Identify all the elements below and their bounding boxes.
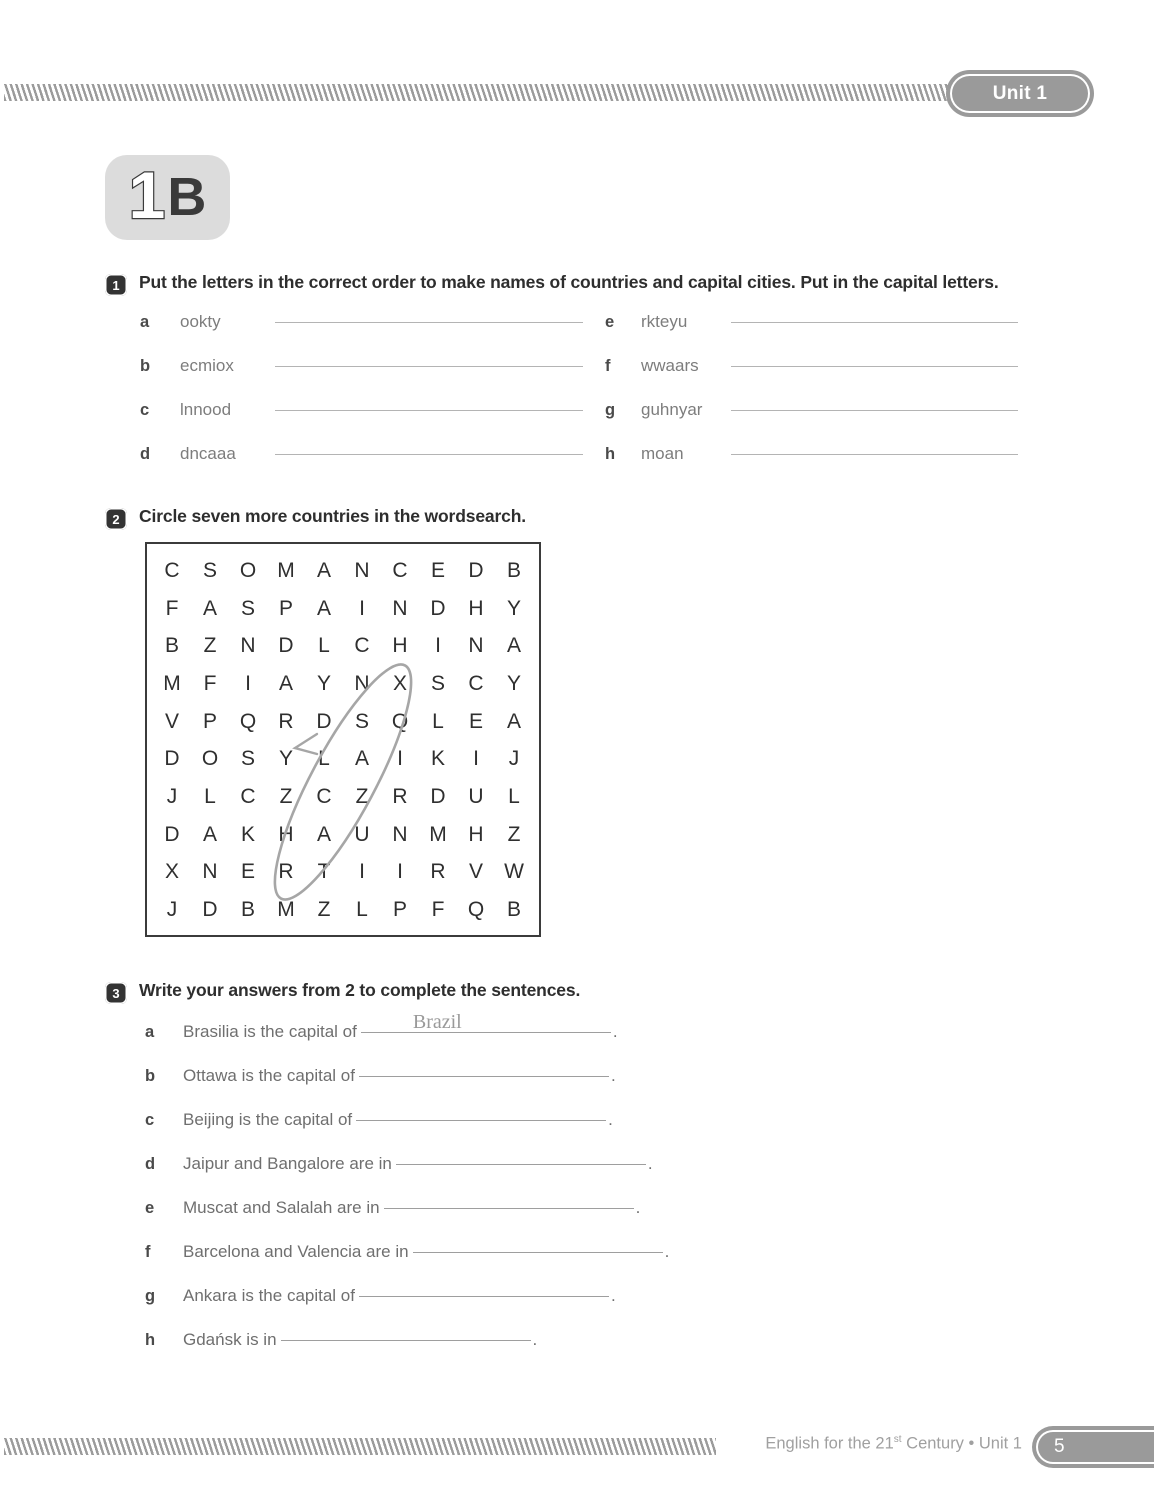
sentence-prompt-text: Muscat and Salalah are in <box>183 1198 380 1217</box>
anagram-answer-blank[interactable] <box>275 322 583 323</box>
sentence-full-stop: . <box>532 1330 538 1349</box>
sentence-list <box>145 1011 1045 1374</box>
wordsearch-cell[interactable]: H <box>468 822 484 846</box>
wordsearch-cell[interactable]: L <box>318 634 330 658</box>
wordsearch-cell[interactable]: A <box>506 709 521 733</box>
wordsearch-cell[interactable]: S <box>202 558 217 582</box>
wordsearch-cell[interactable]: D <box>278 634 294 658</box>
wordsearch-cell[interactable]: R <box>278 709 294 733</box>
wordsearch-cell[interactable]: A <box>506 634 521 658</box>
wordsearch-cell[interactable]: Y <box>316 671 331 695</box>
wordsearch-cell[interactable]: H <box>278 822 294 846</box>
sentence-item-label: a <box>145 1023 155 1041</box>
wordsearch-grid[interactable] <box>145 542 541 937</box>
sentence-item-label: c <box>145 1111 155 1129</box>
sentence-full-stop: . <box>664 1242 670 1261</box>
wordsearch-cell[interactable]: C <box>392 558 408 582</box>
wordsearch-cell[interactable]: M <box>429 822 447 846</box>
footer-title-ordinal: st <box>893 1434 902 1445</box>
wordsearch-cell[interactable]: I <box>435 634 441 658</box>
anagram-item-label: f <box>605 357 611 375</box>
anagram-scrambled-word: dncaaa <box>180 444 236 463</box>
wordsearch-cell[interactable]: M <box>163 671 181 695</box>
anagram-list <box>140 312 1040 488</box>
anagram-scrambled-word: wwaars <box>641 356 699 375</box>
anagram-scrambled-word: lnnood <box>180 400 232 419</box>
anagram-item-label: b <box>140 357 151 375</box>
wordsearch-cell[interactable]: Q <box>391 709 409 733</box>
wordsearch-cell[interactable]: J <box>166 785 178 809</box>
exercise-1-number: 1 <box>105 274 127 296</box>
sentence-item <box>145 1198 1045 1242</box>
unit-badge <box>105 155 230 240</box>
anagram-item <box>140 356 605 400</box>
wordsearch-cell[interactable]: S <box>240 596 255 620</box>
wordsearch-cell[interactable]: R <box>392 785 408 809</box>
sentence-item-label: g <box>145 1287 156 1305</box>
wordsearch-cell[interactable]: A <box>278 671 293 695</box>
wordsearch-cell[interactable]: A <box>316 596 331 620</box>
wordsearch-cell[interactable]: K <box>240 822 255 846</box>
anagram-answer-blank[interactable] <box>731 322 1018 323</box>
sentence-item <box>145 1110 1045 1154</box>
wordsearch-cell[interactable]: I <box>397 860 403 884</box>
wordsearch-cell[interactable]: Z <box>203 634 217 658</box>
wordsearch-cell[interactable]: L <box>318 747 330 771</box>
wordsearch-cell[interactable]: D <box>430 785 446 809</box>
anagram-item <box>605 400 1040 444</box>
anagram-scrambled-word: guhnyar <box>641 400 703 419</box>
anagram-item <box>605 356 1040 400</box>
wordsearch-cell[interactable]: H <box>392 634 408 658</box>
wordsearch-cell[interactable]: A <box>202 596 217 620</box>
sentence-item <box>145 1011 1045 1066</box>
wordsearch-cell[interactable]: P <box>202 709 217 733</box>
anagram-item <box>140 444 605 488</box>
wordsearch-cell[interactable]: J <box>166 898 178 922</box>
exercise-3-instruction: Write your answers from 2 to complete the sentences. <box>139 980 581 1000</box>
exercise-2-number: 2 <box>105 508 127 530</box>
top-hatch-rule <box>4 84 949 101</box>
wordsearch-cell[interactable]: N <box>392 822 408 846</box>
exercise-2-header <box>105 506 526 528</box>
anagram-answer-blank[interactable] <box>731 410 1018 411</box>
exercise-1-instruction: Put the letters in the correct order to make names of countries and capital cities. Put in the capital letters. <box>139 272 999 292</box>
wordsearch-cell[interactable]: D <box>164 822 180 846</box>
wordsearch-cell[interactable]: N <box>468 634 484 658</box>
sentence-answer-blank[interactable] <box>384 1208 634 1209</box>
wordsearch-cell[interactable]: A <box>316 822 331 846</box>
anagram-item <box>140 312 605 356</box>
sentence-prompt-text: Ottawa is the capital of <box>183 1066 355 1085</box>
wordsearch-cell[interactable]: P <box>392 898 407 922</box>
footer-title-part2: Century • Unit 1 <box>901 1434 1022 1453</box>
wordsearch-cell[interactable]: B <box>506 558 521 582</box>
anagram-item <box>140 400 605 444</box>
anagram-item-label: d <box>140 445 151 463</box>
anagram-scrambled-word: ecmiox <box>180 356 234 375</box>
wordsearch-cell[interactable]: C <box>240 785 256 809</box>
wordsearch-cell[interactable]: Q <box>467 898 485 922</box>
sentence-answer-blank[interactable] <box>356 1120 606 1121</box>
wordsearch-cell[interactable]: I <box>245 671 251 695</box>
sentence-prompt-text: Jaipur and Bangalore are in <box>183 1154 392 1173</box>
page-number-pill <box>1036 1430 1154 1464</box>
wordsearch-cell[interactable]: A <box>354 747 369 771</box>
anagram-answer-blank[interactable] <box>275 366 583 367</box>
wordsearch-cell[interactable]: B <box>240 898 255 922</box>
wordsearch-cell[interactable]: U <box>354 822 370 846</box>
wordsearch-cell[interactable]: Y <box>278 747 293 771</box>
wordsearch-cell[interactable]: N <box>354 558 370 582</box>
anagram-item-label: g <box>605 401 616 419</box>
wordsearch-cell[interactable]: L <box>508 785 520 809</box>
sentence-item <box>145 1286 1045 1330</box>
wordsearch-cell[interactable]: R <box>430 860 446 884</box>
wordsearch-cell[interactable]: T <box>317 860 331 884</box>
wordsearch-cell[interactable]: L <box>204 785 216 809</box>
wordsearch-cell[interactable]: C <box>164 558 180 582</box>
sentence-prompt-text: Gdańsk is in <box>183 1330 277 1349</box>
sentence-answer-blank[interactable] <box>359 1076 609 1077</box>
wordsearch-cell[interactable]: E <box>430 558 445 582</box>
wordsearch-cell[interactable]: Z <box>355 785 369 809</box>
anagram-scrambled-word: rkteyu <box>641 312 688 331</box>
wordsearch-cell[interactable]: D <box>164 747 180 771</box>
wordsearch-cell[interactable]: L <box>356 898 368 922</box>
wordsearch-cell[interactable]: X <box>164 860 179 884</box>
footer-title-part1: English for the 21 <box>765 1434 894 1453</box>
wordsearch-cell[interactable]: I <box>473 747 479 771</box>
sentence-item <box>145 1242 1045 1286</box>
wordsearch-cell[interactable]: Z <box>317 898 331 922</box>
wordsearch-cell[interactable]: Q <box>239 709 257 733</box>
wordsearch-cell[interactable]: K <box>430 747 445 771</box>
wordsearch-cell[interactable]: F <box>431 898 445 922</box>
sentence-answer-blank[interactable] <box>359 1296 609 1297</box>
footer-title <box>765 1434 1022 1454</box>
anagram-item-label: c <box>140 401 150 419</box>
wordsearch-cell[interactable]: I <box>397 747 403 771</box>
anagram-scrambled-word: moan <box>641 444 684 463</box>
anagram-scrambled-word: ookty <box>180 312 221 331</box>
wordsearch-cell[interactable]: C <box>468 671 484 695</box>
unit-badge-number: 1 <box>128 157 166 232</box>
exercise-3-number: 3 <box>105 982 127 1004</box>
anagram-item-label: a <box>140 313 150 331</box>
wordsearch-cell[interactable]: A <box>202 822 217 846</box>
wordsearch-cell[interactable]: P <box>278 596 293 620</box>
wordsearch-cell[interactable]: O <box>239 558 257 582</box>
exercise-1-header <box>105 272 999 294</box>
sentence-answer-blank[interactable] <box>413 1252 663 1253</box>
wordsearch-cell[interactable]: B <box>164 634 179 658</box>
anagram-answer-blank[interactable] <box>731 454 1018 455</box>
wordsearch-cell[interactable]: C <box>316 785 332 809</box>
anagram-item <box>605 444 1040 488</box>
wordsearch-cell[interactable]: N <box>202 860 218 884</box>
anagram-answer-blank[interactable] <box>275 454 583 455</box>
anagram-item-label: e <box>605 313 615 331</box>
sentence-answer-blank[interactable] <box>396 1164 646 1165</box>
sentence-answer-blank[interactable] <box>281 1340 531 1341</box>
wordsearch-cell[interactable]: D <box>316 709 332 733</box>
sentence-item <box>145 1330 1045 1374</box>
exercise-3-header <box>105 980 580 1002</box>
sentence-full-stop: . <box>635 1198 641 1217</box>
sentence-item-label: f <box>145 1243 151 1261</box>
wordsearch-cell[interactable]: H <box>468 596 484 620</box>
sentence-item <box>145 1154 1045 1198</box>
page-number: 5 <box>1054 1436 1065 1457</box>
wordsearch-cell[interactable]: M <box>277 898 295 922</box>
unit-pill-label: Unit 1 <box>992 82 1048 104</box>
wordsearch-cell[interactable]: S <box>354 709 369 733</box>
sentence-full-stop: . <box>647 1154 653 1173</box>
wordsearch-cell[interactable]: W <box>504 860 524 884</box>
wordsearch[interactable] <box>145 542 541 937</box>
wordsearch-cell[interactable]: D <box>468 558 484 582</box>
wordsearch-cell[interactable]: F <box>165 596 179 620</box>
anagram-answer-blank[interactable] <box>275 410 583 411</box>
wordsearch-cell[interactable]: B <box>506 898 521 922</box>
wordsearch-cell[interactable]: X <box>392 671 407 695</box>
wordsearch-cell[interactable]: Y <box>506 671 521 695</box>
wordsearch-cell[interactable]: I <box>359 596 365 620</box>
wordsearch-cell[interactable]: Y <box>506 596 521 620</box>
wordsearch-cell[interactable]: D <box>202 898 218 922</box>
wordsearch-cell[interactable]: C <box>354 634 370 658</box>
sentence-full-stop: . <box>612 1022 618 1041</box>
sentence-prompt-text: Beijing is the capital of <box>183 1110 353 1129</box>
wordsearch-cell[interactable]: R <box>278 860 294 884</box>
wordsearch-cell[interactable]: N <box>392 596 408 620</box>
wordsearch-cell[interactable]: I <box>359 860 365 884</box>
anagram-item <box>605 312 1040 356</box>
sentence-prompt-text: Brasilia is the capital of <box>183 1022 357 1041</box>
wordsearch-cell[interactable]: J <box>508 747 520 771</box>
sentence-prompt-text: Barcelona and Valencia are in <box>183 1242 409 1261</box>
wordsearch-cell[interactable]: A <box>316 558 331 582</box>
wordsearch-cell[interactable]: D <box>430 596 446 620</box>
wordsearch-cell[interactable]: V <box>164 709 179 733</box>
sentence-item-label: d <box>145 1155 156 1173</box>
sentence-full-stop: . <box>610 1066 616 1085</box>
wordsearch-cell[interactable]: E <box>240 860 255 884</box>
sentence-prompt-text: Ankara is the capital of <box>183 1286 355 1305</box>
handwritten-answer: Brazil <box>412 1011 462 1033</box>
anagram-answer-blank[interactable] <box>731 366 1018 367</box>
wordsearch-cell[interactable]: Z <box>507 822 521 846</box>
wordsearch-cell[interactable]: M <box>277 558 295 582</box>
wordsearch-cell[interactable]: O <box>201 747 219 771</box>
wordsearch-cell[interactable]: N <box>354 671 370 695</box>
wordsearch-cell[interactable]: E <box>468 709 483 733</box>
sentence-full-stop: . <box>610 1286 616 1305</box>
wordsearch-cell[interactable]: S <box>430 671 445 695</box>
exercise-2-instruction: Circle seven more countries in the wordsearch. <box>139 506 526 526</box>
unit-pill <box>950 74 1090 113</box>
wordsearch-cell[interactable]: L <box>432 709 444 733</box>
unit-badge-letter: B <box>167 166 207 227</box>
bottom-hatch-rule <box>4 1438 716 1455</box>
wordsearch-cell[interactable]: Z <box>279 785 293 809</box>
wordsearch-cell[interactable]: F <box>203 671 217 695</box>
sentence-item-label: e <box>145 1199 155 1217</box>
sentence-full-stop: . <box>608 1110 613 1129</box>
anagram-item-label: h <box>605 445 616 463</box>
wordsearch-cell[interactable]: N <box>240 634 256 658</box>
sentence-item <box>145 1066 1045 1110</box>
wordsearch-cell[interactable]: S <box>240 747 255 771</box>
sentence-item-label: h <box>145 1331 156 1349</box>
wordsearch-cell[interactable]: V <box>468 860 483 884</box>
wordsearch-cell[interactable]: U <box>468 785 484 809</box>
sentence-answer-blank[interactable] <box>361 1011 611 1033</box>
sentence-item-label: b <box>145 1067 156 1085</box>
